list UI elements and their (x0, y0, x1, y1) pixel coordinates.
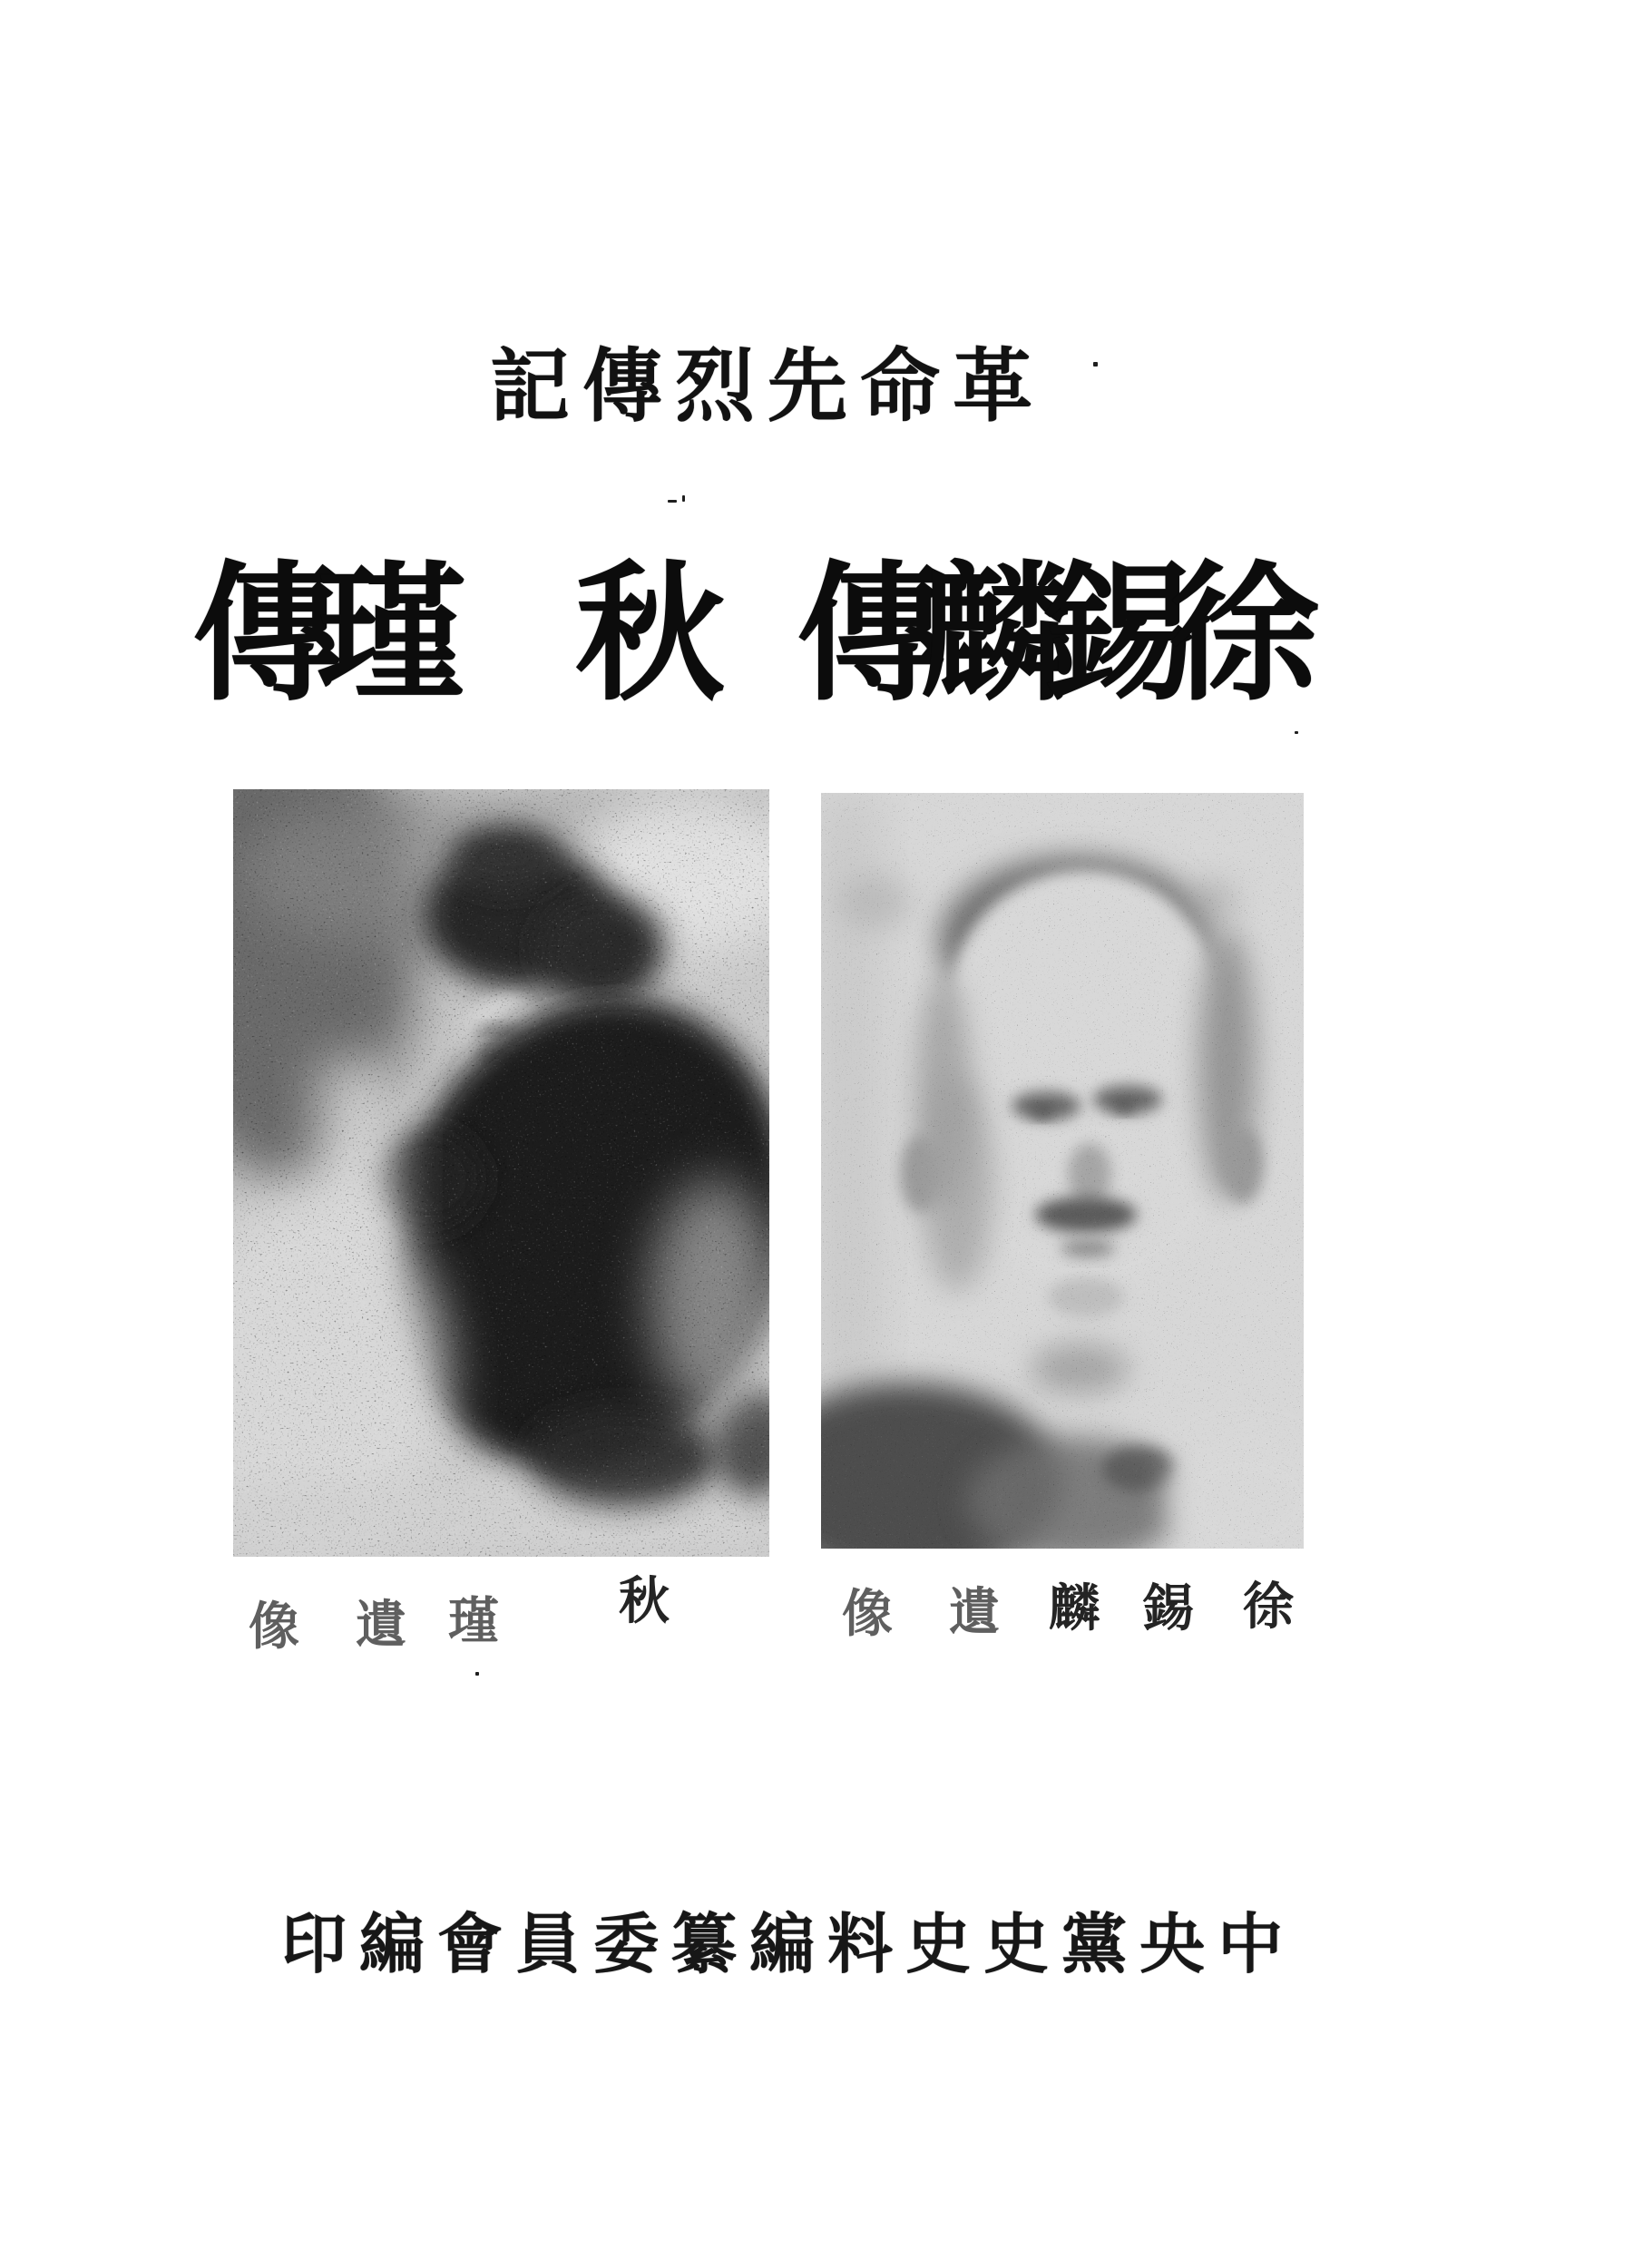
series-heading-char: 革 (953, 344, 1033, 432)
series-heading-char: 烈 (675, 344, 756, 432)
caption-char-right: 遺 (949, 1585, 1000, 1641)
imprint-char: 料 (827, 1909, 894, 1981)
ink-speck (1295, 731, 1298, 734)
imprint-line (281, 1909, 1284, 1981)
ink-speck (668, 500, 677, 503)
imprint-char: 黨 (1061, 1909, 1128, 1981)
series-heading-char: 傳 (582, 344, 663, 432)
imprint-char: 史 (905, 1909, 972, 1981)
imprint-char: 編 (359, 1909, 425, 1981)
page-title-group-1 (192, 552, 466, 719)
ink-speck (682, 495, 685, 502)
imprint-char: 央 (1139, 1909, 1206, 1981)
caption-char-right: 像 (842, 1587, 893, 1643)
page-title-group-2 (575, 552, 725, 719)
caption-char-left: 像 (249, 1599, 299, 1656)
title-char: 錫 (1045, 552, 1195, 719)
caption-char-right: 錫 (1143, 1581, 1194, 1637)
imprint-char: 編 (749, 1909, 816, 1981)
imprint-char: 印 (281, 1909, 347, 1981)
caption-char-left: 秋 (619, 1574, 670, 1630)
imprint-char: 中 (1217, 1909, 1284, 1981)
ink-speck (475, 1672, 479, 1676)
title-char: 麟 (921, 552, 1071, 719)
title-char: 傳 (192, 552, 342, 719)
page-title-group-3 (797, 552, 1319, 719)
qiu-jin-portrait-photo (233, 789, 769, 1557)
series-heading-char: 先 (768, 344, 848, 432)
caption-char-left: 瑾 (448, 1594, 499, 1650)
caption-char-right: 徐 (1243, 1579, 1294, 1636)
imprint-char: 纂 (671, 1909, 738, 1981)
caption-char-right: 麟 (1049, 1581, 1100, 1637)
caption-char-left: 遺 (356, 1598, 406, 1654)
series-heading-char: 命 (860, 344, 941, 432)
imprint-char: 史 (983, 1909, 1050, 1981)
title-char: 傳 (797, 552, 946, 719)
imprint-char: 員 (515, 1909, 582, 1981)
imprint-char: 會 (437, 1909, 504, 1981)
series-heading (490, 344, 1033, 432)
title-char: 秋 (575, 552, 725, 719)
imprint-char: 委 (593, 1909, 660, 1981)
series-heading-char: 記 (490, 344, 571, 432)
title-char: 瑾 (317, 552, 466, 719)
title-char: 徐 (1169, 552, 1319, 719)
xu-xilin-portrait-photo (821, 793, 1304, 1549)
ink-speck (1093, 362, 1098, 367)
